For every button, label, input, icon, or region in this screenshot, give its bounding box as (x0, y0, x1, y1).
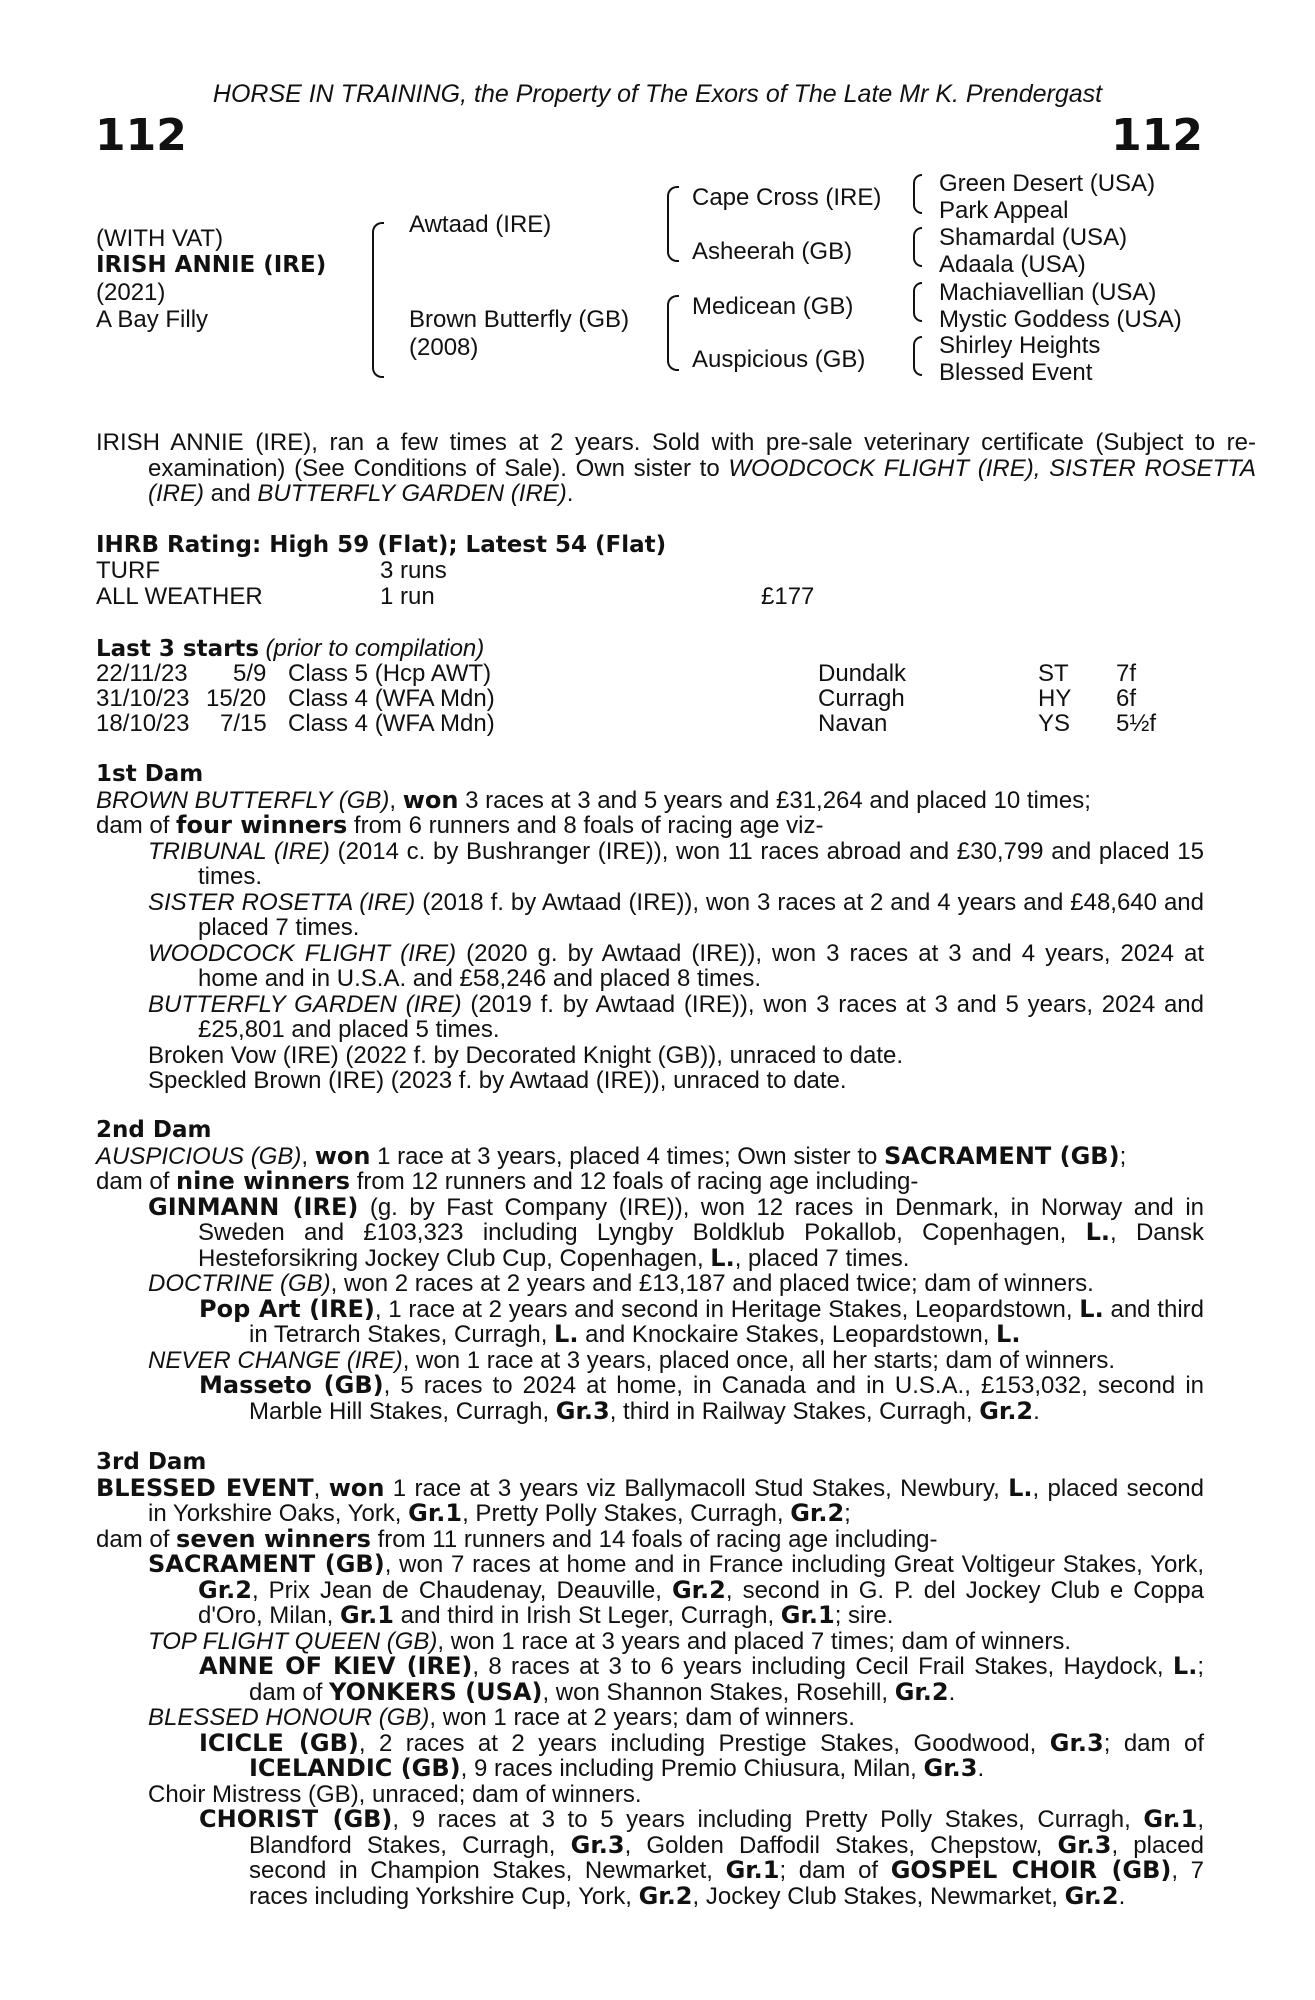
horse-description: A Bay Filly (96, 306, 209, 333)
dam1-name: BROWN BUTTERFLY (GB) (96, 786, 390, 814)
pedigree-sire: Awtaad (IRE) (409, 211, 552, 238)
pedigree-dam-year: (2008) (409, 334, 479, 361)
entry-name: SISTER ROSETTA (IRE) (148, 888, 416, 916)
entry-grade: L. (554, 1320, 579, 1348)
entry-name: WOODCOCK FLIGHT (IRE) (148, 939, 457, 967)
dam2-damof: dam of (96, 1168, 177, 1195)
start-distance: 6f (1116, 685, 1137, 712)
aw-label: ALL WEATHER (96, 583, 263, 610)
dam1-won: won (402, 785, 459, 814)
entry-name: SACRAMENT (GB) (148, 1550, 385, 1578)
entry-name: GOSPEL CHOIR (GB) (890, 1856, 1172, 1884)
entry-text: , won 7 races at home and in France including Great Voltigeur Stakes, York, (384, 1551, 1205, 1578)
dam1-entry (148, 839, 1204, 890)
entry-name: ICELANDIC (GB) (249, 1754, 461, 1782)
dam1-line2 (96, 813, 1204, 839)
entry-name: BUTTERFLY GARDEN (IRE) (148, 990, 462, 1018)
dam3-semicolon: ; (844, 1500, 851, 1527)
dam3-winners: seven winners (176, 1524, 371, 1553)
turf-runs: 3 runs (380, 557, 447, 584)
entry-text: , won 1 race at 3 years and placed 7 times; dam of winners. (437, 1627, 1072, 1655)
dam2-section (96, 1118, 1204, 1424)
start-going: ST (1038, 660, 1069, 687)
lot-number-left: 112 (95, 110, 187, 161)
lot-number-right: 112 (1111, 110, 1203, 161)
dam2-line2 (96, 1169, 1204, 1195)
entry-grade: Gr.3 (555, 1396, 610, 1425)
pedigree-ddd: Blessed Event (939, 359, 1093, 386)
dam2-entry (148, 1271, 1204, 1297)
entry-grade: Gr.3 (923, 1754, 978, 1782)
dam2-subentry (199, 1373, 1204, 1424)
dam3-won: won (328, 1473, 385, 1502)
entry-text: , 7 races including Yorkshire Cup, York, (249, 1857, 1205, 1910)
intro-text: IRISH ANNIE (IRE), ran a few times at 2 years. Sold with pre-sale veterinary certificate (Subject to re-examination) (See Conditions of Sale). Own sister to (96, 429, 1256, 482)
aw-runs: 1 run (380, 583, 435, 610)
entry-text: , won Shannon Stakes, Rosehill, (542, 1678, 895, 1706)
dam1-winners: four winners (176, 811, 348, 839)
pedigree-dss: Machiavellian (USA) (939, 279, 1157, 306)
dam3-subentry (199, 1728, 1204, 1782)
dam3-name: BLESSED EVENT (96, 1473, 314, 1502)
start-going: HY (1038, 685, 1072, 712)
starts-title: Last 3 starts (96, 636, 260, 662)
intro-sisters: WOODCOCK FLIGHT (IRE), SISTER ROSETTA (IRE) (148, 454, 1257, 507)
horse-vat: (WITH VAT) (96, 225, 224, 252)
dam1-record: 3 races at 3 and 5 years and £31,264 and placed 10 times; (458, 786, 1091, 814)
pedigree-bracket-sd (913, 227, 922, 267)
pedigree-bracket-sire (667, 186, 679, 262)
start-position: 5/9 (233, 660, 267, 687)
entry-text: and third in Irish St Leger, Curragh, (393, 1602, 781, 1629)
dam2-sister: SACRAMENT (GB) (884, 1141, 1120, 1170)
start-course: Dundalk (818, 660, 907, 687)
entry-grade: Gr.2 (638, 1881, 693, 1910)
dam1-line1 (96, 785, 1204, 814)
dam2-entry (148, 1192, 1204, 1272)
dam3-section (96, 1450, 1204, 1909)
dam2-line1 (96, 1141, 1204, 1170)
entry-grade: Gr.1 (408, 1499, 463, 1527)
dam2-subentry (199, 1294, 1204, 1348)
pedigree-sire-sire: Cape Cross (IRE) (692, 184, 882, 211)
dam1-comma: , (389, 786, 403, 814)
entry-name: YONKERS (USA) (329, 1677, 543, 1706)
dam2-entry (148, 1348, 1204, 1374)
start-date: 31/10/23 (96, 685, 190, 712)
turf-label: TURF (96, 557, 160, 584)
entry-text: and third in Tetrarch Stakes, Curragh, (249, 1295, 1204, 1348)
entry-name: ICICLE (GB) (199, 1728, 359, 1757)
entry-grade: Gr.1 (780, 1601, 835, 1629)
start-class: Class 5 (Hcp AWT) (288, 660, 492, 687)
entry-grade: Gr.3 (1049, 1728, 1104, 1757)
entry-text: (2020 g. by Awtaad (IRE)), won 3 races at 3 and 4 years, 2024 at home and in U.S.A. and £58,246 and placed 8 times. (198, 939, 1204, 992)
entry-text: (2019 f. by Awtaad (IRE)), won 3 races at 3 and 5 years, 2024 and £25,801 and placed 5 times. (198, 990, 1204, 1043)
dam1-runners: from 6 runners and 8 foals of racing age viz- (347, 812, 824, 839)
entry-grade: L. (710, 1243, 735, 1272)
dam2-name: AUSPICIOUS (GB) (96, 1142, 302, 1170)
entry-grade: Gr.1 (725, 1856, 780, 1884)
entry-name: GINMANN (IRE) (148, 1192, 359, 1221)
dam1-entry: Speckled Brown (IRE) (2023 f. by Awtaad (IRE)), unraced to date. (148, 1067, 847, 1094)
entry-grade: L. (1085, 1218, 1110, 1246)
page-header-title: HORSE IN TRAINING, the Property of The Exors of The Late Mr K. Prendergast (212, 80, 1103, 108)
entry-text: , second in G. P. del Jockey Club e Coppa d'Oro, Milan, (198, 1576, 1204, 1629)
entry-text: ; sire. (834, 1602, 894, 1629)
entry-text: . (948, 1678, 956, 1706)
entry-text: , 8 races at 3 to 6 years including Cecil Frail Stakes, Haydock, (472, 1653, 1173, 1680)
pedigree-bracket-dam (667, 295, 679, 371)
entry-grade: L. (996, 1320, 1021, 1348)
entry-text: , 9 races at 3 to 5 years including Pretty Polly Stakes, Curragh, (392, 1806, 1144, 1833)
dam1-section (96, 762, 1204, 1094)
entry-grade: L. (1172, 1652, 1198, 1680)
entry-grade: Gr.2 (1064, 1881, 1119, 1910)
dam1-entry (148, 890, 1204, 941)
entry-text: ; dam of (1103, 1729, 1204, 1757)
entry-grade: Gr.2 (198, 1575, 252, 1604)
entry-grade: Gr.2 (671, 1575, 726, 1604)
start-position: 15/20 (206, 685, 267, 712)
entry-name: CHORIST (GB) (199, 1805, 393, 1833)
entry-text: ; dam of (249, 1653, 1204, 1706)
entry-text: , Dansk Hesteforsikring Jockey Club Cup, Copenhagen, (198, 1219, 1204, 1272)
entry-text: . (1118, 1882, 1126, 1910)
pedigree-ssd: Park Appeal (939, 197, 1069, 224)
dam3-entry (148, 1552, 1204, 1629)
entry-text: , won 1 race at 3 years, placed once, all her starts; dam of winners. (402, 1346, 1116, 1374)
dam1-title: 1st Dam (96, 761, 204, 787)
intro-sister-last: BUTTERFLY GARDEN (IRE) (257, 480, 567, 507)
start-course: Curragh (818, 685, 905, 712)
dam1-entry (148, 992, 1204, 1043)
dam2-winners: nine winners (176, 1167, 351, 1195)
entry-grade: Gr.2 (979, 1396, 1034, 1425)
dam2-runners: from 12 runners and 12 foals of racing age including- (350, 1168, 919, 1195)
pedigree-bracket-main (372, 222, 384, 378)
dam3-title: 3rd Dam (96, 1449, 207, 1475)
dam1-entry (148, 941, 1204, 992)
pedigree-sire-dam: Asheerah (GB) (692, 238, 853, 265)
entry-name: BLESSED HONOUR (GB) (148, 1704, 430, 1731)
pedigree-dam-sire: Medicean (GB) (692, 293, 854, 320)
horse-year: (2021) (96, 279, 166, 306)
aw-prize: £177 (761, 583, 815, 610)
dam3-damof: dam of (96, 1525, 177, 1553)
entry-name: NEVER CHANGE (IRE) (148, 1346, 403, 1374)
intro-paragraph (96, 430, 1256, 507)
horse-name: IRISH ANNIE (IRE) (96, 252, 327, 278)
entry-text: , 2 races at 2 years including Prestige Stakes, Goodwood, (358, 1729, 1050, 1757)
entry-grade: Gr.1 (339, 1601, 394, 1629)
entry-text: . (1033, 1397, 1040, 1425)
entry-text: (2014 c. by Bushranger (IRE)), won 11 races abroad and £30,799 and placed 15 times. (198, 837, 1204, 890)
dam3-record: , placed second in Yorkshire Oaks, York, (148, 1474, 1204, 1527)
entry-text: , placed 7 times. (734, 1244, 910, 1272)
intro-end: . (566, 480, 574, 507)
start-course: Navan (818, 710, 888, 737)
entry-text: , third in Railway Stakes, Curragh, (609, 1397, 980, 1425)
pedigree-dam-dam: Auspicious (GB) (692, 346, 866, 373)
rating-title: IHRB Rating: High 59 (Flat); Latest 54 (Flat) (96, 532, 667, 558)
entry-name: DOCTRINE (GB) (148, 1270, 331, 1297)
start-class: Class 4 (WFA Mdn) (288, 710, 495, 737)
pedigree-sss: Green Desert (USA) (939, 170, 1156, 197)
entry-grade: L. (1008, 1473, 1033, 1502)
pedigree-sds: Shamardal (USA) (939, 224, 1128, 251)
pedigree-bracket-ss (913, 174, 922, 214)
dam3-subentry (199, 1654, 1204, 1705)
dam3-entry (148, 1629, 1204, 1655)
dam3-record: , Pretty Polly Stakes, Curragh, (462, 1500, 791, 1527)
dam3-entry (148, 1705, 1204, 1731)
entry-name: Pop Art (IRE) (199, 1294, 375, 1323)
entry-text: and Knockaire Stakes, Leopardstown, (578, 1321, 997, 1348)
dam1-entry: Broken Vow (IRE) (2022 f. by Decorated Knight (GB)), unraced to date. (148, 1041, 904, 1069)
dam3-subentry (199, 1807, 1204, 1909)
dam3-runners: from 11 runners and 14 foals of racing age including- (370, 1525, 938, 1553)
entry-text: , Golden Daffodil Stakes, Chepstow, (624, 1831, 1058, 1859)
dam3-record: 1 race at 3 years viz Ballymacoll Stud Stakes, Newbury, (384, 1474, 1009, 1502)
entry-grade: Gr.2 (790, 1499, 845, 1527)
intro-and: and (204, 480, 258, 507)
entry-name: Masseto (GB) (199, 1371, 384, 1399)
dam2-won: won (314, 1141, 371, 1170)
pedigree-dds: Shirley Heights (939, 332, 1101, 359)
dam2-record: 1 race at 3 years, placed 4 times; Own sister to (370, 1142, 885, 1170)
dam3-line1 (96, 1473, 1204, 1527)
entry-text: , Jockey Club Stakes, Newmarket, (692, 1882, 1065, 1910)
start-position: 7/15 (220, 710, 267, 737)
entry-name: TOP FLIGHT QUEEN (GB) (148, 1627, 438, 1655)
entry-text: , placed second in Champion Stakes, Newmarket, (249, 1831, 1204, 1884)
pedigree-dsd: Mystic Goddess (USA) (939, 306, 1182, 333)
pedigree-dam: Brown Butterfly (GB) (409, 306, 630, 333)
entry-text: (g. by Fast Company (IRE)), won 12 races in Denmark, in Norway and in Sweden and £103,323 including Lyngby Boldklub Pokallob, Copenhagen, (198, 1193, 1204, 1246)
start-class: Class 4 (WFA Mdn) (288, 685, 495, 712)
entry-text: , won 1 race at 2 years; dam of winners. (429, 1704, 855, 1731)
start-date: 22/11/23 (96, 660, 188, 687)
pedigree-bracket-dd (913, 336, 922, 376)
entry-name: TRIBUNAL (IRE) (148, 837, 330, 865)
start-distance: 5½f (1116, 710, 1157, 737)
entry-grade: Gr.3 (570, 1830, 625, 1859)
dam2-title: 2nd Dam (96, 1117, 212, 1143)
entry-text: (2018 f. by Awtaad (IRE)), won 3 races at 2 and 4 years and £48,640 and placed 7 times. (198, 888, 1205, 941)
entry-name: ANNE OF KIEV (IRE) (199, 1652, 473, 1680)
entry-text: , Prix Jean de Chaudenay, Deauville, (251, 1576, 672, 1604)
entry-grade: Gr.3 (1057, 1830, 1112, 1859)
entry-grade: L. (1079, 1294, 1104, 1323)
entry-text: ; dam of (779, 1857, 891, 1884)
entry-text: , 5 races to 2024 at home, in Canada and in U.S.A., £153,032, second in Marble Hill Stakes, Curragh, (249, 1372, 1204, 1425)
dam3-entry: Choir Mistress (GB), unraced; dam of winners. (148, 1780, 642, 1808)
dam2-comma: , (301, 1142, 315, 1170)
dam3-comma: , (313, 1474, 329, 1502)
pedigree-sdd: Adaala (USA) (939, 251, 1086, 278)
starts-heading (96, 635, 484, 663)
dam3-line2 (96, 1524, 1204, 1553)
entry-text: , Blandford Stakes, Curragh, (249, 1806, 1205, 1859)
entry-text: . (977, 1755, 985, 1782)
entry-grade: Gr.2 (894, 1677, 949, 1706)
entry-text: , won 2 races at 2 years and £13,187 and placed twice; dam of winners. (330, 1270, 1094, 1297)
entry-text: , 1 race at 2 years and second in Heritage Stakes, Leopardstown, (374, 1295, 1080, 1323)
dam1-damof: dam of (96, 812, 177, 839)
entry-grade: Gr.1 (1143, 1805, 1198, 1833)
entry-text: , 9 races including Premio Chiusura, Milan, (460, 1755, 924, 1782)
start-going: YS (1038, 710, 1071, 737)
start-distance: 7f (1116, 660, 1137, 687)
dam2-semicolon: ; (1119, 1142, 1127, 1170)
starts-note: (prior to compilation) (265, 635, 485, 662)
start-date: 18/10/23 (96, 710, 190, 737)
pedigree-bracket-ds (913, 282, 922, 322)
